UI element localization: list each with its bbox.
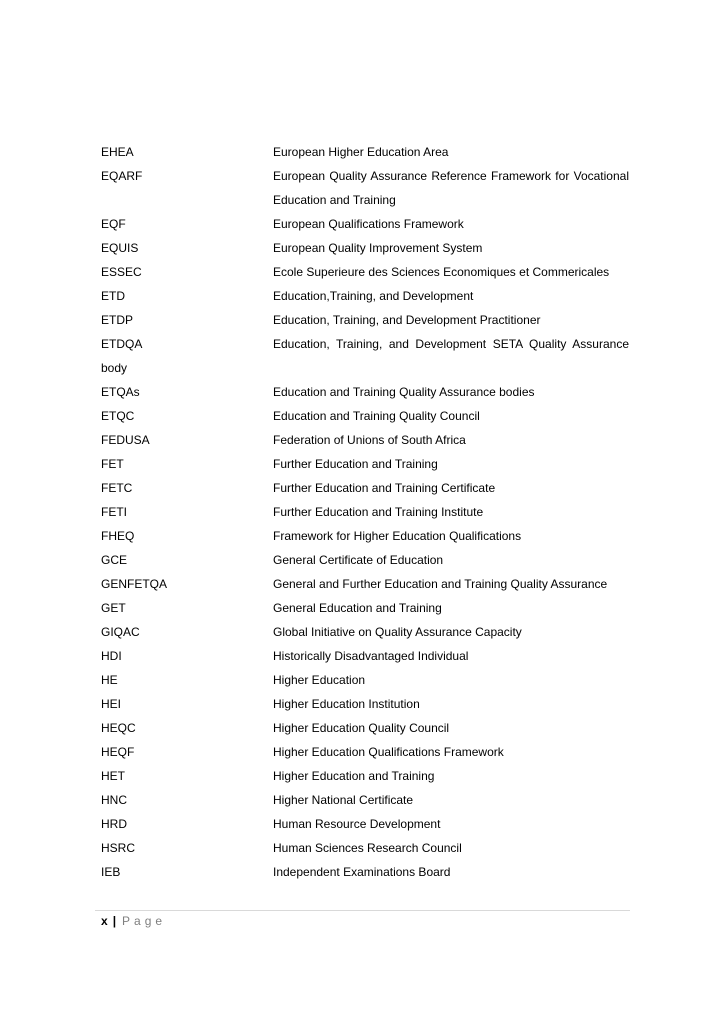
abbreviation-definition: Federation of Unions of South Africa xyxy=(273,433,466,447)
abbreviation-row xyxy=(101,503,629,527)
page-footer xyxy=(101,912,166,930)
abbreviation-definition: Framework for Higher Education Qualifications xyxy=(273,529,522,543)
abbreviation-term: HEQC xyxy=(101,721,136,735)
abbreviation-term: ETQAs xyxy=(101,385,140,399)
abbreviation-row xyxy=(101,599,629,623)
abbreviation-term: EHEA xyxy=(101,145,134,159)
abbreviation-definition: Ecole Superieure des Sciences Economiques et Commericales xyxy=(273,265,610,279)
abbreviation-term: IEB xyxy=(101,865,121,879)
abbreviation-row xyxy=(101,647,629,671)
abbreviation-definition: Historically Disadvantaged Individual xyxy=(273,649,469,663)
abbreviation-definition: Further Education and Training xyxy=(273,457,438,471)
abbreviation-term: ETDQA xyxy=(101,337,143,351)
abbreviation-definition: Higher Education Qualifications Framework xyxy=(273,745,504,759)
abbreviation-term: HET xyxy=(101,769,125,783)
abbreviation-definition: European Qualifications Framework xyxy=(273,217,464,231)
abbreviation-term: GIQAC xyxy=(101,625,140,639)
abbreviation-row xyxy=(101,767,629,791)
abbreviation-list xyxy=(101,143,629,887)
abbreviation-row xyxy=(101,287,629,311)
abbreviation-row xyxy=(101,143,629,167)
abbreviation-row xyxy=(101,407,629,431)
abbreviation-definition: Higher National Certificate xyxy=(273,793,414,807)
abbreviation-definition: Human Sciences Research Council xyxy=(273,841,462,855)
abbreviation-definition: Education, Training, and Development Practitioner xyxy=(273,313,541,327)
abbreviation-row xyxy=(101,839,629,863)
page-number: x xyxy=(101,914,108,928)
abbreviation-term: FETI xyxy=(101,505,127,519)
abbreviation-definition: Higher Education Institution xyxy=(273,697,420,711)
abbreviation-definition: General and Further Education and Training Quality Assurance xyxy=(273,577,608,591)
abbreviation-term: GCE xyxy=(101,553,128,567)
abbreviation-term: body xyxy=(101,361,128,375)
abbreviation-term: EQARF xyxy=(101,169,143,183)
page-label: Page xyxy=(122,914,167,928)
abbreviation-term: HRD xyxy=(101,817,127,831)
abbreviation-row xyxy=(101,815,629,839)
abbreviation-row xyxy=(101,263,629,287)
abbreviation-definition: Education and Training Quality Assurance bodies xyxy=(273,385,535,399)
abbreviation-term: FHEQ xyxy=(101,529,135,543)
abbreviation-row xyxy=(101,311,629,335)
abbreviation-term: GET xyxy=(101,601,126,615)
abbreviation-row xyxy=(101,695,629,719)
abbreviation-term: EQF xyxy=(101,217,126,231)
abbreviation-definition: European Quality Assurance Reference Framework for Vocational xyxy=(273,169,629,183)
abbreviation-definition: European Higher Education Area xyxy=(273,145,449,159)
footer-divider xyxy=(95,910,630,911)
abbreviation-term: FET xyxy=(101,457,124,471)
abbreviation-definition: Independent Examinations Board xyxy=(273,865,451,879)
abbreviation-term: HSRC xyxy=(101,841,136,855)
abbreviation-row xyxy=(101,335,629,359)
abbreviation-term: ETDP xyxy=(101,313,134,327)
abbreviation-term: FETC xyxy=(101,481,133,495)
abbreviation-term: ESSEC xyxy=(101,265,142,279)
abbreviation-term: ETD xyxy=(101,289,125,303)
abbreviation-row xyxy=(101,671,629,695)
abbreviation-row xyxy=(101,239,629,263)
abbreviation-definition: European Quality Improvement System xyxy=(273,241,483,255)
abbreviation-row xyxy=(101,719,629,743)
abbreviation-definition: Further Education and Training Institute xyxy=(273,505,484,519)
abbreviation-term: HEI xyxy=(101,697,122,711)
abbreviation-row xyxy=(101,863,629,887)
abbreviation-row xyxy=(101,215,629,239)
abbreviation-term: FEDUSA xyxy=(101,433,150,447)
abbreviation-definition: Human Resource Development xyxy=(273,817,441,831)
abbreviation-definition: General Education and Training xyxy=(273,601,442,615)
abbreviation-definition: General Certificate of Education xyxy=(273,553,444,567)
abbreviation-term: EQUIS xyxy=(101,241,139,255)
abbreviation-term: GENFETQA xyxy=(101,577,168,591)
abbreviation-row xyxy=(101,479,629,503)
abbreviation-definition: Education, Training, and Development SETA Quality Assurance xyxy=(273,337,629,351)
abbreviation-row xyxy=(101,575,629,599)
abbreviation-row xyxy=(101,791,629,815)
abbreviation-row xyxy=(101,623,629,647)
abbreviation-definition: Higher Education and Training xyxy=(273,769,435,783)
abbreviation-term: HDI xyxy=(101,649,122,663)
abbreviation-definition: Global Initiative on Quality Assurance Capacity xyxy=(273,625,522,639)
abbreviation-definition: Education and Training Quality Council xyxy=(273,409,480,423)
abbreviation-definition: Further Education and Training Certificate xyxy=(273,481,496,495)
abbreviation-term: HEQF xyxy=(101,745,135,759)
abbreviation-definition: Education and Training xyxy=(273,193,396,207)
footer-separator: | xyxy=(112,914,117,928)
abbreviation-term: ETQC xyxy=(101,409,135,423)
abbreviation-term: HE xyxy=(101,673,118,687)
abbreviation-row xyxy=(101,527,629,551)
abbreviation-definition: Higher Education Quality Council xyxy=(273,721,450,735)
abbreviation-definition: Education,Training, and Development xyxy=(273,289,474,303)
abbreviation-term: HNC xyxy=(101,793,127,807)
abbreviation-row xyxy=(101,383,629,407)
abbreviation-row xyxy=(101,743,629,767)
abbreviation-row xyxy=(101,191,629,215)
abbreviation-definition: Higher Education xyxy=(273,673,366,687)
abbreviation-row xyxy=(101,455,629,479)
abbreviation-row xyxy=(101,167,629,191)
abbreviation-row xyxy=(101,551,629,575)
abbreviation-row xyxy=(101,359,629,383)
abbreviation-row xyxy=(101,431,629,455)
